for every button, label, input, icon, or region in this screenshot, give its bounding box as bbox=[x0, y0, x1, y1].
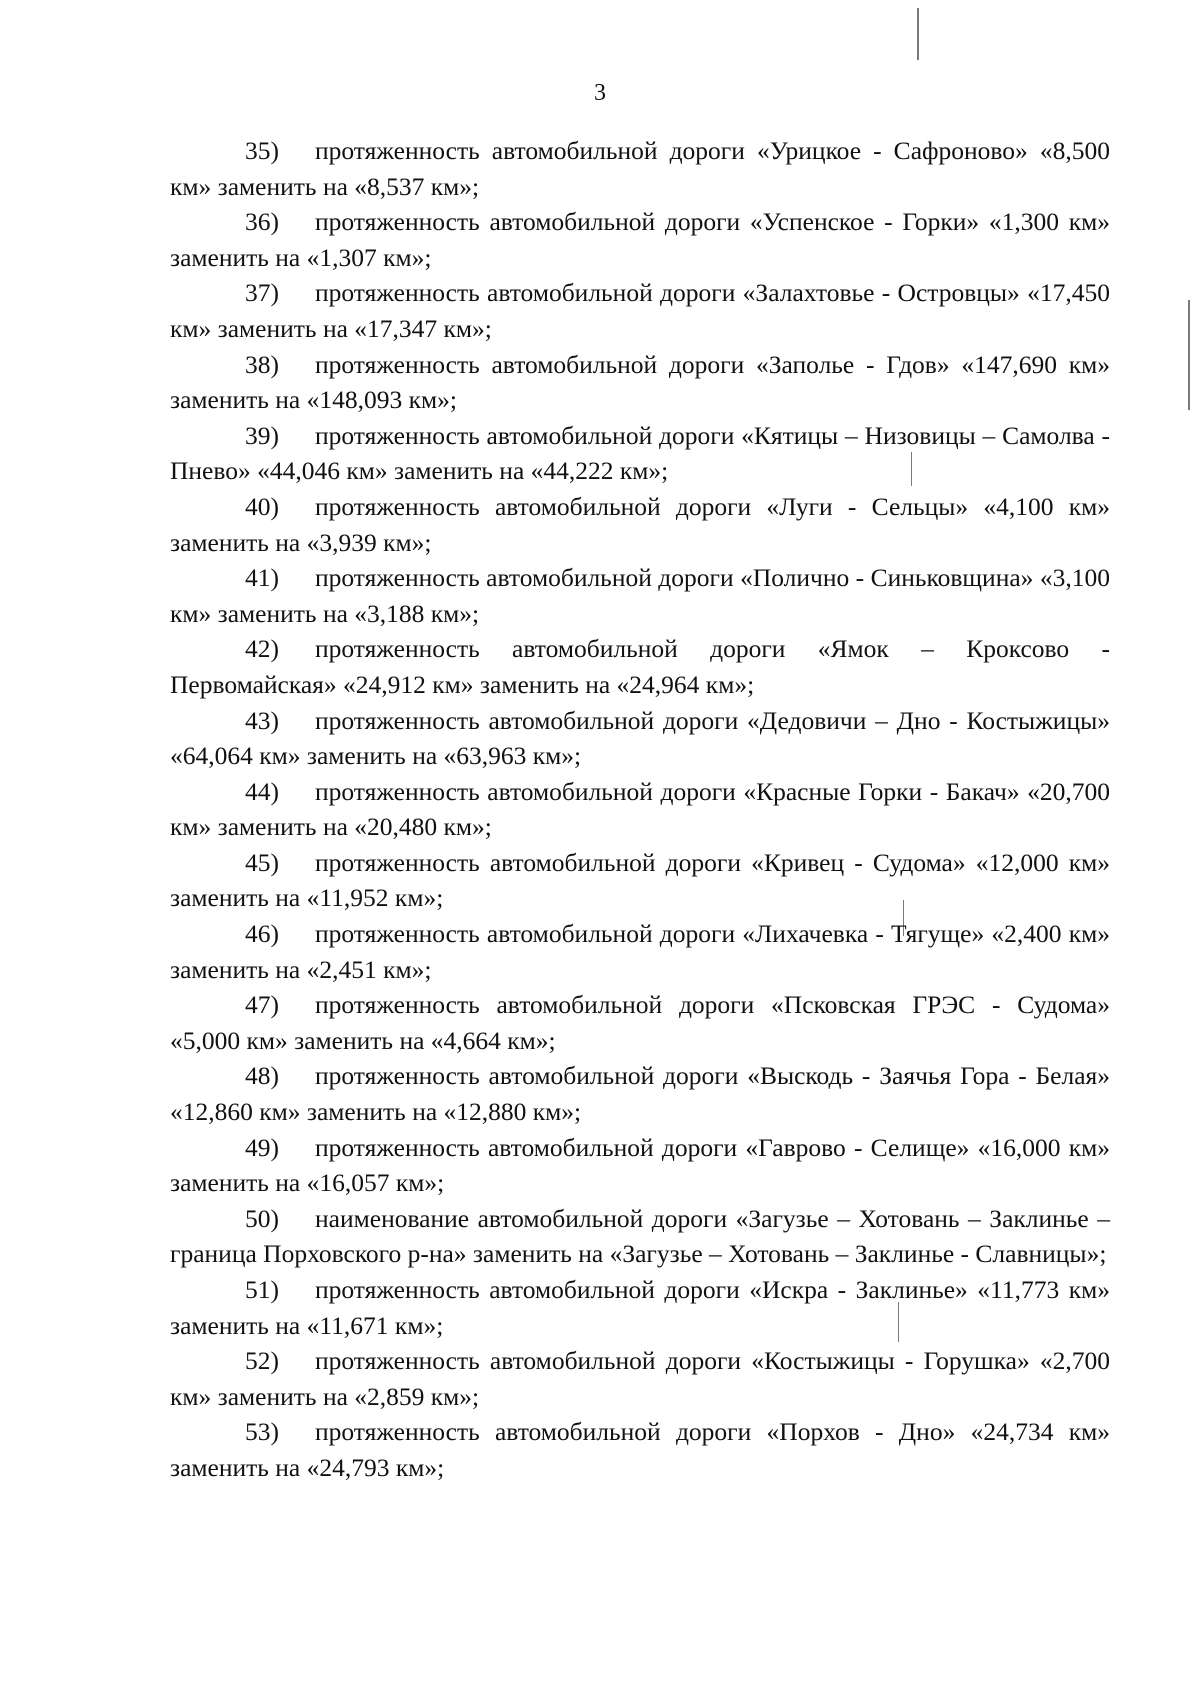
amendment-item bbox=[170, 133, 1110, 204]
item-number: 44) bbox=[245, 776, 279, 806]
item-number: 37) bbox=[245, 278, 279, 308]
amendment-item bbox=[170, 1272, 1110, 1343]
item-number: 51) bbox=[245, 1275, 279, 1304]
amendment-item bbox=[170, 1130, 1110, 1201]
item-number: 50) bbox=[245, 1203, 279, 1233]
amendment-item bbox=[170, 1414, 1110, 1485]
item-text: протяженность автомобильной дороги «Лихачевка - Тягуще» «2,400 км» заменить на «2,451 км»; bbox=[170, 919, 1110, 984]
item-number: 45) bbox=[245, 847, 279, 877]
item-text: протяженность автомобильной дороги «Выскодь - Заячья Гора - Белая» «12,860 км» заменить на «12,880 км»; bbox=[170, 1061, 1110, 1127]
item-text: протяженность автомобильной дороги «Заполье - Гдов» «147,690 км» заменить на «148,093 км»; bbox=[170, 349, 1110, 415]
amendment-item bbox=[170, 845, 1110, 916]
scan-mark bbox=[917, 8, 919, 60]
amendment-item bbox=[170, 1201, 1110, 1272]
amendment-item bbox=[170, 987, 1110, 1058]
item-number: 42) bbox=[245, 634, 279, 664]
item-number: 52) bbox=[245, 1346, 279, 1376]
page-number: 3 bbox=[594, 80, 606, 106]
amendment-item bbox=[170, 418, 1110, 489]
item-number: 39) bbox=[245, 420, 279, 450]
item-number: 38) bbox=[245, 349, 279, 379]
item-text: протяженность автомобильной дороги «Успенское - Горки» «1,300 км» заменить на «1,307 км»; bbox=[170, 207, 1110, 272]
item-number: 47) bbox=[245, 990, 279, 1020]
item-number: 43) bbox=[245, 705, 279, 735]
item-text: протяженность автомобильной дороги «Ямок – Кроксово - Первомайская» «24,912 км» заменить на «24,964 км»; bbox=[170, 634, 1110, 699]
item-number: 40) bbox=[245, 491, 279, 521]
amendment-item bbox=[170, 916, 1110, 987]
item-text: наименование автомобильной дороги «Загузье – Хотовань – Заклинье – граница Порховского р-на» заменить на «Загузье – Хотовань – Заклинье - Славницы»; bbox=[170, 1203, 1110, 1269]
item-text: протяженность автомобильной дороги «Искра - Заклинье» «11,773 км» заменить на «11,671 км»; bbox=[170, 1275, 1110, 1340]
amendment-item bbox=[170, 275, 1110, 346]
amendment-item bbox=[170, 631, 1110, 702]
item-text: протяженность автомобильной дороги «Костыжицы - Горушка» «2,700 км» заменить на «2,859 км»; bbox=[170, 1346, 1110, 1411]
item-number: 48) bbox=[245, 1061, 279, 1091]
item-number: 35) bbox=[245, 136, 279, 165]
amendment-item bbox=[170, 1343, 1110, 1414]
amendment-item bbox=[170, 204, 1110, 275]
item-number: 36) bbox=[245, 207, 279, 237]
item-text: протяженность автомобильной дороги «Псковская ГРЭС - Судома» «5,000 км» заменить на «4,664 км»; bbox=[170, 990, 1110, 1055]
item-number: 41) bbox=[245, 563, 279, 593]
amendment-item bbox=[170, 560, 1110, 631]
item-text: протяженность автомобильной дороги «Луги - Сельцы» «4,100 км» заменить на «3,939 км»; bbox=[170, 491, 1110, 557]
item-text: протяженность автомобильной дороги «Урицкое - Сафроново» «8,500 км» заменить на «8,537 км»; bbox=[170, 136, 1110, 201]
amendment-list bbox=[170, 133, 1110, 1486]
amendment-item bbox=[170, 703, 1110, 774]
amendment-item bbox=[170, 1058, 1110, 1129]
item-number: 53) bbox=[245, 1417, 279, 1447]
item-number: 49) bbox=[245, 1132, 279, 1162]
amendment-item bbox=[170, 347, 1110, 418]
item-text: протяженность автомобильной дороги «Кятицы – Низовицы – Самолва - Пнево» «44,046 км» заменить на «44,222 км»; bbox=[170, 420, 1110, 486]
item-text: протяженность автомобильной дороги «Дедовичи – Дно - Костыжицы» «64,064 км» заменить на «63,963 км»; bbox=[170, 705, 1110, 771]
scan-mark bbox=[1188, 300, 1190, 410]
item-number: 46) bbox=[245, 919, 279, 949]
amendment-item bbox=[170, 774, 1110, 845]
item-text: протяженность автомобильной дороги «Залахтовье - Островцы» «17,450 км» заменить на «17,347 км»; bbox=[170, 278, 1110, 343]
item-text: протяженность автомобильной дороги «Полично - Синьковщина» «3,100 км» заменить на «3,188 км»; bbox=[170, 563, 1110, 628]
item-text: протяженность автомобильной дороги «Красные Горки - Бакач» «20,700 км» заменить на «20,480 км»; bbox=[170, 776, 1110, 842]
item-text: протяженность автомобильной дороги «Гаврово - Селище» «16,000 км» заменить на «16,057 км»; bbox=[170, 1132, 1110, 1198]
item-text: протяженность автомобильной дороги «Кривец - Судома» «12,000 км» заменить на «11,952 км»; bbox=[170, 847, 1110, 913]
amendment-item bbox=[170, 489, 1110, 560]
item-text: протяженность автомобильной дороги «Порхов - Дно» «24,734 км» заменить на «24,793 км»; bbox=[170, 1417, 1110, 1482]
